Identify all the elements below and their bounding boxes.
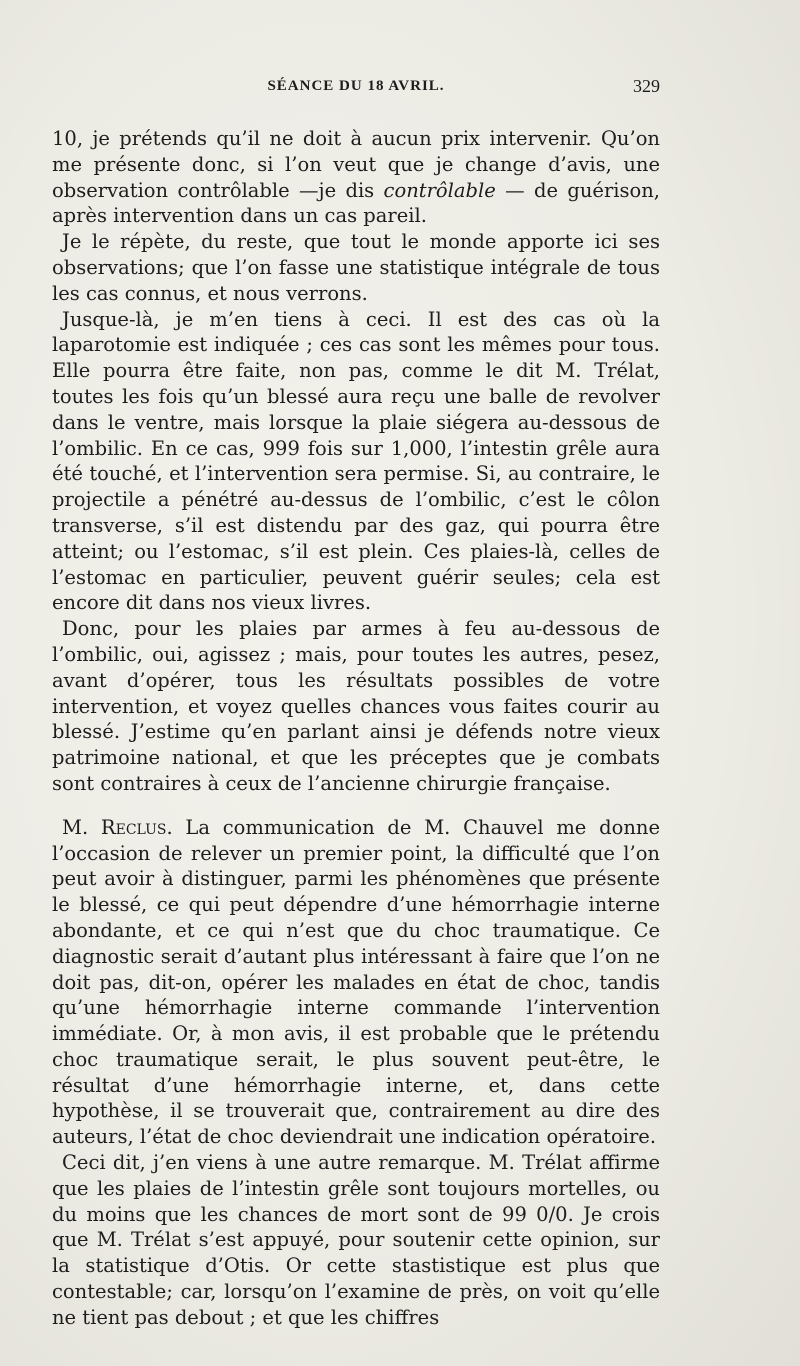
emphasis-controlable: contrôlable: [383, 178, 496, 202]
speaker-name: M. Reclus.: [62, 815, 173, 839]
page-number: 329: [633, 76, 660, 96]
paragraph-5: [52, 815, 660, 1150]
paragraph-1: [52, 126, 660, 229]
running-title: SÉANCE DU 18 AVRIL.: [267, 78, 445, 94]
paragraph-5-text: La communication de M. Chauvel me donne l’occasion de relever un premier point, la difficulté que l’on peut avoir à distinguer, parmi les phénomènes que présente le blessé, ce qui peut dépendre d’une hémorrhagie interne abondante, et ce qui n’est que du choc traumatique. Ce diagnostic serait d’autant plus intéressant à faire que l’on ne doit pas, dit-on, opérer les malades en état de choc, tandis qu’une hémorrhagie interne commande l’intervention immédiate. Or, à mon avis, il est probable que le prétendu choc traumatique serait, le plus souvent peut-être, le résultat d’une hémorrhagie interne, et, dans cette hypothèse, il se trouverait que, contrairement au dire des auteurs, l’état de choc deviendrait une indication opératoire.: [52, 815, 660, 1149]
paragraph-6: Ceci dit, j’en viens à une autre remarque. M. Trélat affirme que les plaies de l’intestin grêle sont toujours mortelles, ou du moins que les chances de mort sont de 99 0/0. Je crois que M. Trélat s’est appuyé, pour soutenir cette opinion, sur la statistique d’Otis. Or cette stastistique est plus que contestable; car, lorsqu’on l’examine de près, on voit qu’elle ne tient pas debout ; et que les chiffres: [52, 1151, 660, 1329]
paragraph-3: Jusque-là, je m’en tiens à ceci. Il est des cas où la laparotomie est indiquée ; ces cas sont les mêmes pour tous. Elle pourra être faite, non pas, comme le dit M. Trélat, toutes les fois qu’un blessé aura reçu une balle de revolver dans le ventre, mais lorsque la plaie siégera au-dessous de l’ombilic. En ce cas, 999 fois sur 1,000, l’intestin grêle aura été touché, et l’intervention sera permise. Si, au contraire, le projectile a pénétré au-dessus de l’ombilic, c’est le côlon transverse, s’il est distendu par des gaz, qui pourra être atteint; ou l’estomac, s’il est plein. Ces plaies-là, celles de l’estomac en particulier, peuvent guérir seules; cela est encore dit dans nos vieux livres.: [52, 307, 660, 615]
running-head: [52, 78, 660, 100]
paragraph-2: Je le répète, du reste, que tout le monde apporte ici ses observations; que l’on fasse une statistique intégrale de tous les cas connus, et nous verrons.: [52, 230, 660, 305]
body-text: [52, 126, 660, 1331]
paragraph-4: Donc, pour les plaies par armes à feu au-dessous de l’ombilic, oui, agissez ; mais, pour toutes les autres, pesez, avant d’opérer, tous les résultats possibles de votre intervention, et voyez quelles chances vous faites courir au blessé. J’estime qu’en parlant ainsi je défends notre vieux patrimoine national, et que les préceptes que je combats sont contraires à ceux de l’ancienne chirurgie française.: [52, 617, 660, 795]
paragraph-1-text-a: 10, je prétends qu’il ne doit à aucun prix intervenir. Qu’on me présente donc, si l’on veut que je change d’avis, une observation contrôlable —je dis: [52, 127, 660, 202]
paragraph-1-text-b: — de guérison, après intervention dans un cas pareil.: [52, 178, 661, 228]
